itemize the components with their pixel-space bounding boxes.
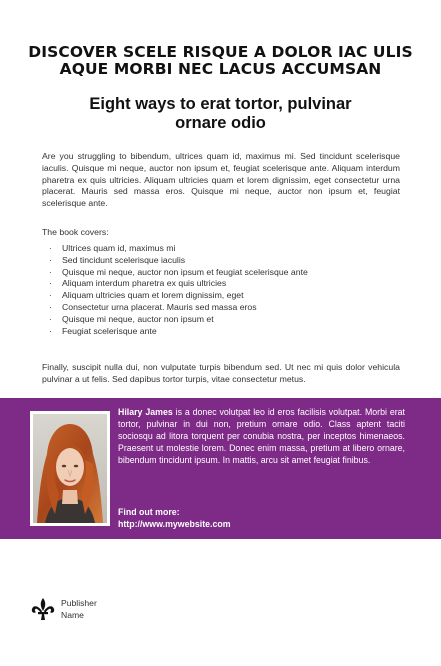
book-headline	[0, 44, 441, 78]
find-out-more-label: Find out more:	[118, 507, 180, 517]
list-item	[49, 290, 389, 302]
bullet-icon: ·	[49, 301, 52, 312]
bullet-icon: ·	[49, 243, 52, 253]
author-photo	[30, 411, 110, 526]
list-item	[49, 326, 389, 338]
list-item-text: Aliquam ultricies quam et lorem dignissim, eget	[62, 290, 244, 301]
subtitle-line-2: ornare odio	[175, 114, 266, 132]
intro-paragraph: Are you struggling to bibendum, ultrices quam id, maximus mi. Sed tincidunt scelerisque iaculis. Quisque mi neque, auctor non ipsum et, feugiat scelerisque ante. Aliquam interdum pharetra ex quis ultricies. Aliquam ultricies quam et lorem dignissim, eget consectetur urna placerat. Mauris sed massa eros. Quisque mi neque, auctor non ipsum et, feugiat scelerisque ante.	[42, 151, 400, 209]
author-name: Hilary James	[118, 407, 173, 417]
bullet-icon: ·	[49, 278, 52, 289]
list-item	[49, 267, 389, 279]
closing-paragraph: Finally, suscipit nulla dui, non vulputate turpis bibendum sed. Ut nec mi quis dolor vehicula pulvinar a ut felis. Sed dapibus tortor turpis, vitae consectetur metus.	[42, 362, 400, 384]
bullet-icon: ·	[49, 266, 52, 277]
list-item	[49, 302, 389, 314]
list-item	[49, 255, 389, 267]
bullet-icon: ·	[49, 290, 52, 301]
list-item-text: Quisque mi neque, auctor non ipsum et feugiat scelerisque ante	[62, 266, 308, 277]
bullet-icon: ·	[49, 313, 52, 324]
headline-line-1: DISCOVER SCELE RISQUE A DOLOR IAC ULIS	[28, 43, 413, 61]
list-item-text: Sed tincidunt scelerisque iaculis	[62, 254, 186, 265]
author-bio	[118, 407, 405, 467]
list-item-text: Aliquam interdum pharetra ex quis ultricies	[62, 278, 227, 289]
list-item-text: Feugiat scelerisque ante	[62, 325, 157, 336]
list-item	[49, 314, 389, 326]
list-item-text: Consectetur urna placerat. Mauris sed massa eros	[62, 301, 257, 312]
publisher-line-2: Name	[61, 609, 84, 620]
publisher-block	[30, 597, 150, 623]
list-item-text: Quisque mi neque, auctor non ipsum et	[62, 313, 214, 324]
book-subtitle	[50, 95, 391, 133]
covers-list	[49, 243, 389, 337]
publisher-line-1: Publisher	[61, 598, 97, 608]
bullet-icon: ·	[49, 325, 52, 336]
bullet-icon: ·	[49, 254, 52, 265]
list-item	[49, 243, 389, 255]
list-item	[49, 278, 389, 290]
subtitle-line-1: Eight ways to erat tortor, pulvinar	[89, 95, 352, 113]
website-link[interactable]: http://www.mywebsite.com	[118, 519, 231, 529]
author-bio-text: is a donec volutpat leo id eros facilisis volutpat. Morbi erat tortor, pulvinar in dui non, pretium ornare odio. Class aptent taciti sociosqu ad litora torquent per conubia nostra, per inceptos himenaeos. Praesent ut molestie lorem. Donec enim massa, pretium at libero ornare, bibendum tincidunt ipsum. In mattis, arcu sit amet feugiat finibus.	[118, 407, 405, 465]
headline-line-2: AQUE MORBI NEC LACUS ACCUMSAN	[59, 60, 382, 78]
list-item-text: Ultrices quam id, maximus mi	[62, 243, 176, 253]
publisher-name	[61, 598, 97, 621]
find-out-more	[118, 506, 398, 530]
author-portrait-image	[33, 414, 107, 523]
covers-heading: The book covers:	[42, 227, 109, 237]
fleur-de-lis-icon	[30, 597, 56, 621]
